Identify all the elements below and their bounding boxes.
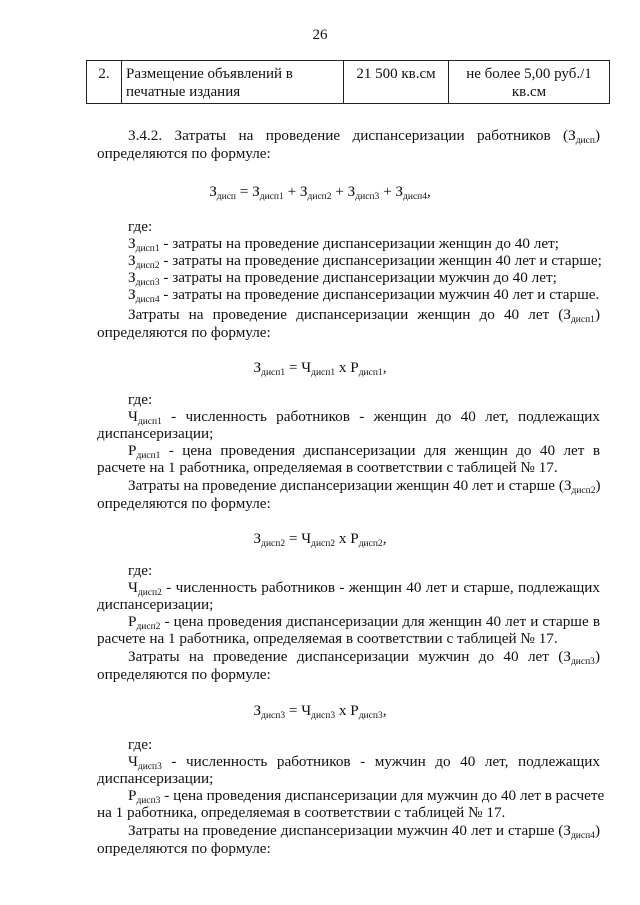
paragraph-line: Затраты на проведение диспансеризации женщин 40 лет и старше $(З_{дисп2})$ xyxy=(128,477,601,496)
cost-table xyxy=(86,60,610,104)
row-number: 2. xyxy=(87,61,122,104)
definition-line: $Ч_{дисп1}$ - численность работников - женщин до 40 лет, подлежащих xyxy=(128,408,600,427)
paragraph-line: Затраты на проведение диспансеризации женщин до 40 лет $(З_{дисп1})$ xyxy=(128,306,600,325)
section-heading: 3.4.2. Затраты на проведение диспансеризации работников $(З_{дисп})$ xyxy=(128,127,600,146)
where-label: где: xyxy=(128,562,153,579)
definition-line: диспансеризации; xyxy=(97,425,214,442)
paragraph-line: определяются по формуле: xyxy=(97,324,271,341)
definition-line: $З_{дисп3}$ - затраты на проведение диспансеризации мужчин до 40 лет; xyxy=(128,269,557,288)
paragraph-line: Затраты на проведение диспансеризации мужчин 40 лет и старше $(З_{дисп4})$ xyxy=(128,822,600,841)
paragraph-line: определяются по формуле: xyxy=(97,495,271,512)
paragraph-line: определяются по формуле: xyxy=(97,145,271,162)
where-label: где: xyxy=(128,391,153,408)
row-price: не более 5,00 руб./1 кв.см xyxy=(449,61,610,104)
definition-line: диспансеризации; xyxy=(97,770,214,787)
formula-women-40-plus: $З_{дисп2} = Ч_{дисп2}$ x $Р_{дисп2}$, xyxy=(253,530,387,549)
definition-line: $Р_{дисп3}$ - цена проведения диспансеризации для мужчин до 40 лет в расчете xyxy=(128,787,605,806)
formula-total: $З_{дисп} = З_{дисп1} + З_{дисп2} + З_{дисп3} + З_{дисп4}$, xyxy=(209,183,431,202)
definition-line: расчете на 1 работника, определяемая в соответствии с таблицей № 17. xyxy=(97,630,558,647)
where-label: где: xyxy=(128,218,153,235)
definition-line: $Р_{дисп1}$ - цена проведения диспансеризации для женщин до 40 лет в xyxy=(128,442,600,461)
definition-line: $Ч_{дисп2}$ - численность работников - женщин 40 лет и старше, подлежащих xyxy=(128,579,600,598)
definition-line: $Ч_{дисп3}$ - численность работников - мужчин до 40 лет, подлежащих xyxy=(128,753,600,772)
row-name: Размещение объявлений в печатные издания xyxy=(122,61,344,104)
row-volume: 21 500 кв.см xyxy=(344,61,449,104)
formula-men-under-40: $З_{дисп3} = Ч_{дисп3}$ x $Р_{дисп3}$, xyxy=(253,702,387,721)
page-number: 26 xyxy=(312,27,328,43)
paragraph-line: Затраты на проведение диспансеризации мужчин до 40 лет $(З_{дисп3})$ xyxy=(128,648,600,667)
paragraph-line: определяются по формуле: xyxy=(97,840,271,857)
table-row xyxy=(87,61,610,104)
definition-line: $З_{дисп2}$ - затраты на проведение диспансеризации женщин 40 лет и старше; xyxy=(128,252,602,271)
paragraph-line: определяются по формуле: xyxy=(97,666,271,683)
definition-line: $З_{дисп4}$ - затраты на проведение диспансеризации мужчин 40 лет и старше. xyxy=(128,286,600,305)
definition-line: диспансеризации; xyxy=(97,596,214,613)
formula-women-under-40: $З_{дисп1} = Ч_{дисп1}$ x $Р_{дисп1}$, xyxy=(253,359,387,378)
definition-line: $З_{дисп1}$ - затраты на проведение диспансеризации женщин до 40 лет; xyxy=(128,235,559,254)
definition-line: расчете на 1 работника, определяемая в соответствии с таблицей № 17. xyxy=(97,459,558,476)
where-label: где: xyxy=(128,736,153,753)
definition-line: $Р_{дисп2}$ - цена проведения диспансеризации для женщин 40 лет и старше в xyxy=(128,613,600,632)
definition-line: на 1 работника, определяемая в соответствии с таблицей № 17. xyxy=(97,804,506,821)
